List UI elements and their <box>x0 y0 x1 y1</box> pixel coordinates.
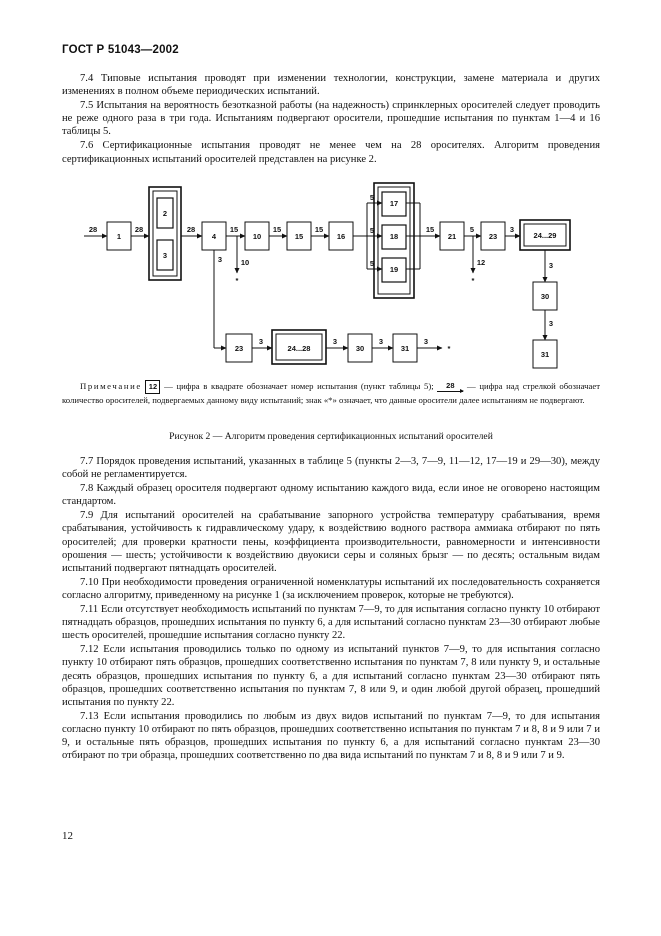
box-label: 19 <box>389 265 399 274</box>
box-label: 23 <box>234 344 244 353</box>
note-arrow-number: 28 <box>446 381 455 390</box>
arrow-count: 3 <box>548 261 554 270</box>
arrow-count: 3 <box>258 337 264 346</box>
figure-note <box>62 380 600 406</box>
paragraph-7-5: 7.5 Испытания на вероятность безотказной работы (на надежность) спринклерных оросителей следует проводить не реже одного раза в три года. Испытаниям подвергают оросители, прошедшие испытания по пунктам 1—4 и 16 таблицы 5. <box>62 100 600 138</box>
box-label: 23 <box>488 232 498 241</box>
star-mark: * <box>471 276 475 285</box>
arrow-count: 15 <box>229 225 239 234</box>
algorithm-diagram <box>62 180 600 375</box>
note-box-example: 12 <box>145 380 160 394</box>
document-header: ГОСТ Р 51043—2002 <box>62 44 179 56</box>
note-text-2: — цифра над стрелкой обозначает количество оросителей, подвергаемых данному виду испытаний; знак «*» означает, что данные оросители далее испытаниям не подвергают. <box>62 381 600 405</box>
arrow-count: 12 <box>476 258 486 267</box>
note-label: Примечание <box>80 381 142 391</box>
paragraph-7-8: 7.8 Каждый образец оросителя подвергают одному испытанию каждого вида, если иное не оговорено настоящим стандартом. <box>62 483 600 508</box>
arrow-count: 15 <box>314 225 324 234</box>
arrow-count: 10 <box>240 258 250 267</box>
arrow-count: 3 <box>423 337 429 346</box>
box-label: 31 <box>540 350 550 359</box>
star-mark: * <box>447 344 451 353</box>
note-text-1: — цифра в квадрате обозначает номер испытания (пункт таблицы 5); <box>164 381 434 391</box>
figure-caption: Рисунок 2 — Алгоритм проведения сертификационных испытаний оросителей <box>169 431 493 442</box>
box-label: 2 <box>162 209 168 218</box>
arrow-count: 3 <box>217 255 223 264</box>
arrow-count: 28 <box>186 225 196 234</box>
group-frame <box>149 187 181 280</box>
box-label: 18 <box>389 232 399 241</box>
note-arrow-line <box>437 391 463 392</box>
box-label: 24...28 <box>287 344 311 353</box>
arrow-count: 3 <box>509 225 515 234</box>
box-label: 10 <box>252 232 262 241</box>
arrow-count: 3 <box>548 319 554 328</box>
arrow-count: 28 <box>88 225 98 234</box>
box-label: 24...29 <box>533 231 557 240</box>
box-label: 30 <box>355 344 365 353</box>
paragraph-7-9: 7.9 Для испытаний оросителей на срабатывание запорного устройства температуру срабатывания, время срабатывания, устойчивость к гидравлическому удару, к воздействию водного раствора аммиака отбирают по пять оросителей; для проверки кратности пены, коэффициента производительности, равномерности и интенсивности орошения — шесть; устойчивости к воздействию двуокиси серы и соляных брызг — по десять; остальным видам испытаний подвергают пятнадцать оросителей. <box>62 510 600 574</box>
box-label: 31 <box>400 344 410 353</box>
arrow-count: 5 <box>469 225 475 234</box>
box-label: 15 <box>294 232 304 241</box>
arrow-count: 5 <box>369 226 375 235</box>
box-label: 3 <box>162 251 168 260</box>
note-arrow-example <box>437 382 463 392</box>
arrow-count: 3 <box>378 337 384 346</box>
arrow-count: 28 <box>134 225 144 234</box>
page-number: 12 <box>62 830 73 842</box>
arrow-count: 15 <box>425 225 435 234</box>
box-label: 30 <box>540 292 550 301</box>
paragraph-7-6: 7.6 Сертификационные испытания проводят не менее чем на 28 оросителях. Алгоритм проведения сертификационных испытаний оросителей представлен на рисунке 2. <box>62 140 600 165</box>
arrow-count: 15 <box>272 225 282 234</box>
box-label: 21 <box>447 232 457 241</box>
arrow-count: 5 <box>369 193 375 202</box>
box-label: 1 <box>116 232 122 241</box>
box-label: 17 <box>389 199 399 208</box>
paragraph-7-7: 7.7 Порядок проведения испытаний, указанных в таблице 5 (пункты 2—3, 7—9, 11—12, 17—19 и 29—30), между собой не регламентируется. <box>62 456 600 481</box>
box-label: 16 <box>336 232 346 241</box>
paragraph-7-13: 7.13 Если испытания проводились по любым из двух видов испытаний по пунктам 7—9, то для испытания согласно пункту 10 отбирают по пять образцов, прошедших соответственно испытания по пунктам 7 и 8, 8 и 9 или 7 и 9, и остальные пять образцов, прошедших испытания по пункту 6, а для испытаний согласно пунктам 23—30 отбирают по три образца, прошедших соответственно по два вида испытаний по пунктам 7 и 8, 8 и 9 или 7 и 9. <box>62 710 600 762</box>
top-text-block <box>62 72 600 167</box>
bottom-text-block <box>62 455 600 763</box>
arrow-count: 3 <box>332 337 338 346</box>
box-label: 4 <box>211 232 217 241</box>
paragraph-7-4: 7.4 Типовые испытания проводят при изменении технологии, конструкции, замене материала и других изменениях в полном объеме периодических испытаний. <box>62 73 600 98</box>
paragraph-7-10: 7.10 При необходимости проведения ограниченной номенклатуры испытаний их последовательность сохраняется согласно алгоритму, приведенному на рисунке 1 (за исключением проверок, которые не требуются). <box>62 576 600 601</box>
star-mark: * <box>235 276 239 285</box>
paragraph-7-12: 7.12 Если испытания проводились только по одному из испытаний пунктов 7—9, то для испытания согласно пункту 10 отбирают пять образцов, прошедших соответственно испытания по пунктам 7, 8 или пункту 9, и остальные десять образцов, прошедших испытания по пункту 6, а для испытаний согласно пунктам 23—30 отбирают пять образцов, прошедших соответственно испытания по пунктам 7, 8 или 9, и один любой другой образец, прошедший испытания по пункту 22. <box>62 644 600 708</box>
paragraph-7-11: 7.11 Если отсутствует необходимость испытаний по пунктам 7—9, то для испытания согласно пункту 10 отбирают пятнадцать образцов, прошедших испытания по пункту 6, а для испытаний согласно пунктам 23—30 отбирают любые шесть оросителей, прошедшие испытания согласно пункту 22. <box>62 604 600 642</box>
arrow-count: 5 <box>369 259 375 268</box>
